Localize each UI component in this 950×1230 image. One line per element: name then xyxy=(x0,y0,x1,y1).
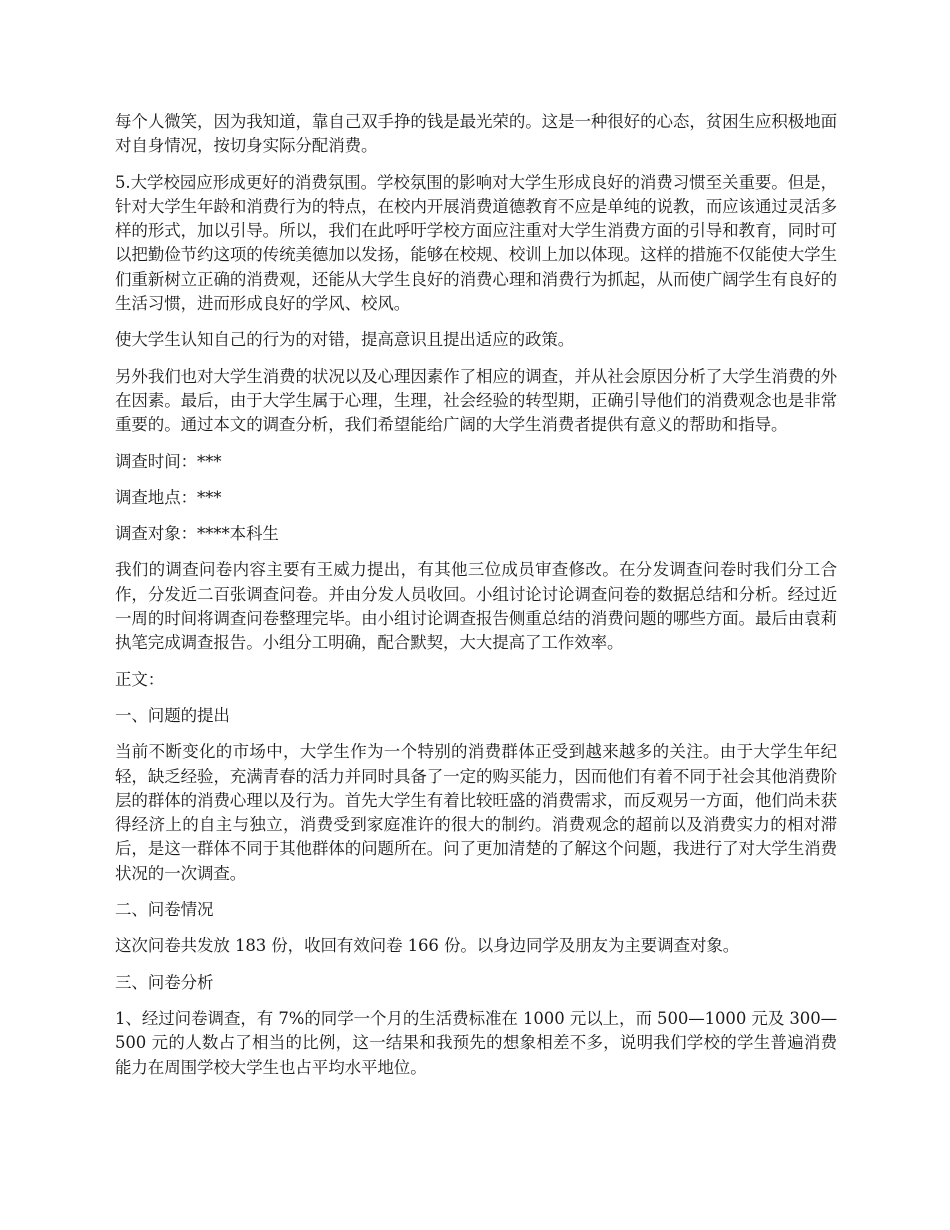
paragraph-campus-atmosphere: 5.大学校园应形成更好的消费氛围。学校氛围的影响对大学生形成良好的消费习惯至关重要。但是，针对大学生年龄和消费行为的特点，在校内开展消费道德教育不应是单纯的说教，而应该通过灵活多样的形式，加以引导。所以，我们在此呼吁学校方面应注重对大学生消费方面的引导和教育，同时可以把勤俭节约这项的传统美德加以发扬，能够在校规、校训上加以体现。这样的措施不仅能使大学生们重新树立正确的消费观，还能从大学生良好的消费心理和消费行为抓起，从而使广阔学生有良好的生活习惯，进而形成良好的学风、校风。 xyxy=(115,172,837,314)
section-main-text: 正文： xyxy=(115,669,165,689)
paragraph-team-work: 我们的调查问卷内容主要有王威力提出，有其他三位成员审查修改。在分发调查问卷时我们分工合作，分发近二百张调查问卷。并由分发人员收回。小组讨论讨论调查问卷的数据总结和分析。经过近一周的时间将调查问卷整理完毕。由小组讨论调查报告侧重总结的消费问题的哪些方面。最后由袁莉执笔完成调查报告。小组分工明确，配合默契，大大提高了工作效率。 xyxy=(115,560,837,653)
survey-target: 调查对象：****本科生 xyxy=(115,524,279,544)
paragraph-analysis-1: 1、经过问卷调查，有 7%的同学一个月的生活费标准在 1000 元以上，而 500—1000 元及 300—500 元的人数占了相当的比例，这一结果和我预先的想象相差不多，说明我们学校的学生普遍消费能力在周围学校大学生也占平均水平地位。 xyxy=(115,1008,837,1077)
heading-analysis: 三、问卷分析 xyxy=(115,972,214,992)
survey-time: 调查时间：*** xyxy=(115,451,222,471)
document-page xyxy=(115,110,837,1092)
paragraph-problem: 当前不断变化的市场中，大学生作为一个特别的消费群体正受到越来越多的关注。由于大学生年纪轻，缺乏经验，充满青春的活力并同时具备了一定的购买能力，因而他们有着不同于社会其他消费阶层的群体的消费心理以及行为。首先大学生有着比较旺盛的消费需求，而反观另一方面，他们尚未获得经济上的自主与独立，消费受到家庭准许的很大的制约。消费观念的超前以及消费实力的相对滞后，是这一群体不同于其他群体的问题所在。问了更加清楚的了解这个问题，我进行了对大学生消费状况的一次调查。 xyxy=(115,742,837,883)
paragraph-questionnaire: 这次问卷共发放 183 份，收回有效问卷 166 份。以身边同学及朋友为主要调查对象。 xyxy=(115,936,740,956)
paragraph-poor-students: 每个人微笑，因为我知道，靠自己双手挣的钱是最光荣的。这是一种很好的心态，贫困生应积极地面对自身情况，按切身实际分配消费。 xyxy=(115,112,837,156)
heading-questionnaire: 二、问卷情况 xyxy=(115,900,214,920)
heading-problem: 一、问题的提出 xyxy=(115,705,230,725)
paragraph-awareness: 使大学生认知自己的行为的对错，提高意识且提出适应的政策。 xyxy=(115,330,575,350)
survey-location: 调查地点：*** xyxy=(115,487,222,507)
paragraph-survey-summary: 另外我们也对大学生消费的状况以及心理因素作了相应的调查，并从社会原因分析了大学生消费的外在因素。最后，由于大学生属于心理，生理，社会经验的转型期，正确引导他们的消费观念也是非常重要的。通过本文的调查分析，我们希望能给广阔的大学生消费者提供有意义的帮助和指导。 xyxy=(115,366,837,435)
